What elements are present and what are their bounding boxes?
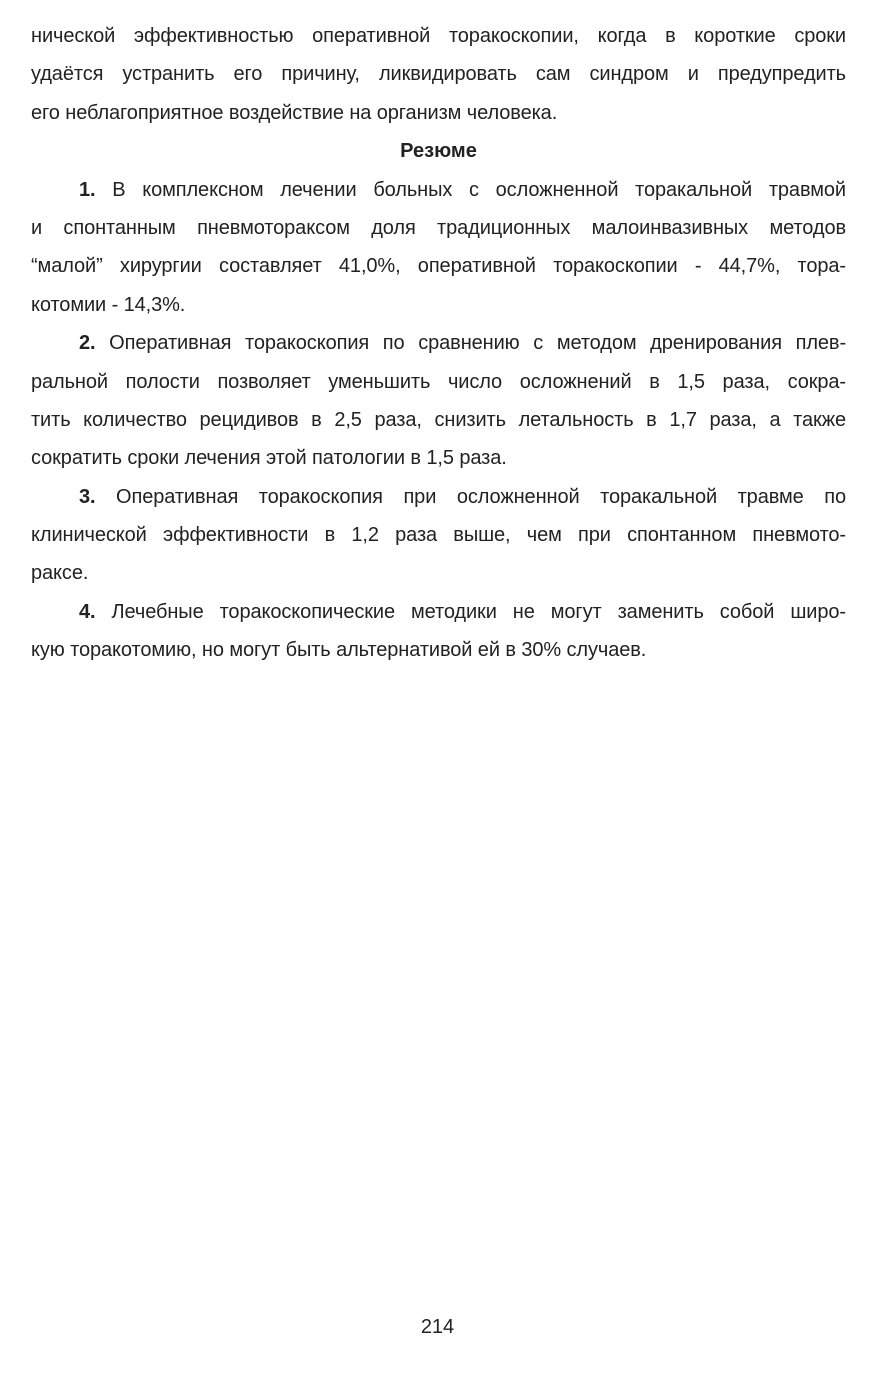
text-line: его неблагоприятное воздействие на организм человека. — [31, 101, 558, 124]
text-line: сократить сроки лечения этой патологии в 1,5 раза. — [31, 447, 507, 470]
text-line: кую торакотомию, но могут быть альтернативой ей в 30% случаев. — [31, 639, 647, 662]
text-line: удаётся устранить его причину, ликвидировать сам синдром и предупредить — [31, 63, 846, 86]
item-number: 4. — [79, 600, 96, 623]
summary-item-4 — [31, 593, 846, 670]
page-number: 214 — [420, 1316, 455, 1338]
item-text: Оперативная торакоскопия по сравнению с методом дренирования плев- — [95, 332, 846, 355]
intro-paragraph — [31, 17, 846, 132]
item-text: Лечебные торакоскопические методики не могут заменить собой широ- — [95, 600, 846, 623]
text-line — [31, 324, 846, 362]
section-heading: Резюме — [400, 140, 477, 163]
summary-item-2 — [31, 324, 846, 478]
text-line: нической эффективностью оперативной торакоскопии, когда в короткие сроки — [31, 25, 846, 47]
text-line: раксе. — [31, 562, 89, 585]
text-line: ральной полости позволяет уменьшить число осложнений в 1,5 раза, сокра- — [31, 370, 846, 393]
item-number: 2. — [79, 332, 96, 355]
summary-item-3 — [31, 478, 846, 593]
text-line: клинической эффективности в 1,2 раза выше, чем при спонтанном пневмото- — [31, 524, 846, 547]
item-number: 1. — [79, 178, 96, 201]
text-line: “малой” хирургии составляет 41,0%, оперативной торакоскопии - 44,7%, тора- — [31, 255, 846, 278]
item-text: В комплексном лечении больных с осложненной торакальной травмой — [95, 178, 846, 201]
text-line — [31, 478, 846, 516]
text-line: котомии - 14,3%. — [31, 293, 186, 316]
item-number: 3. — [79, 485, 96, 508]
document-page — [31, 17, 846, 670]
item-text: Оперативная торакоскопия при осложненной торакальной травме по — [95, 485, 846, 508]
summary-item-1 — [31, 171, 846, 325]
text-line — [31, 593, 846, 631]
text-line: и спонтанным пневмотораксом доля традиционных малоинвазивных методов — [31, 216, 846, 239]
text-line: тить количество рецидивов в 2,5 раза, снизить летальность в 1,7 раза, а также — [31, 408, 846, 431]
text-line — [31, 171, 846, 209]
